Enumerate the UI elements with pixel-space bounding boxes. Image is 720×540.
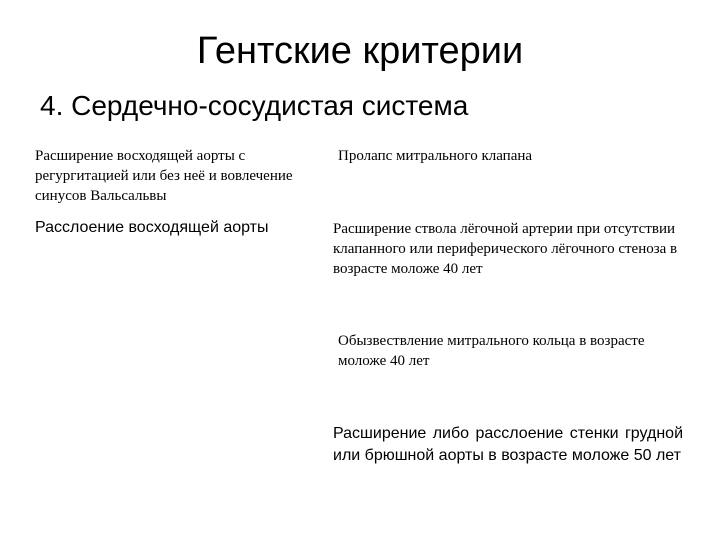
criterion-mitral-valve-prolapse: Пролапс митрального клапана	[338, 148, 533, 164]
criterion-thoracic-abdominal-aorta: Расширение либо расслоение стенки грудной или брюшной аорты в возрасте моложе 50 лет	[333, 425, 683, 464]
criterion-mitral-annulus-calcification: Обызвествление митрального кольца в возрасте моложе 40 лет	[338, 333, 645, 369]
criterion-aortic-root-dilation: Расширение восходящей аорты с регургитацией или без неё и вовлечение синусов Вальсальвы	[35, 148, 293, 204]
criterion-pulmonary-artery-dilation: Расширение ствола лёгочной артерии при отсутствии клапанного или периферического лёгочного стеноза в возрасте моложе 40 лет	[333, 221, 678, 277]
section-heading: 4. Сердечно-сосудистая система	[40, 90, 469, 121]
slide-title: Гентские критерии	[196, 30, 524, 72]
criterion-ascending-aorta-dissection: Расслоение восходящей аорты	[35, 219, 269, 236]
